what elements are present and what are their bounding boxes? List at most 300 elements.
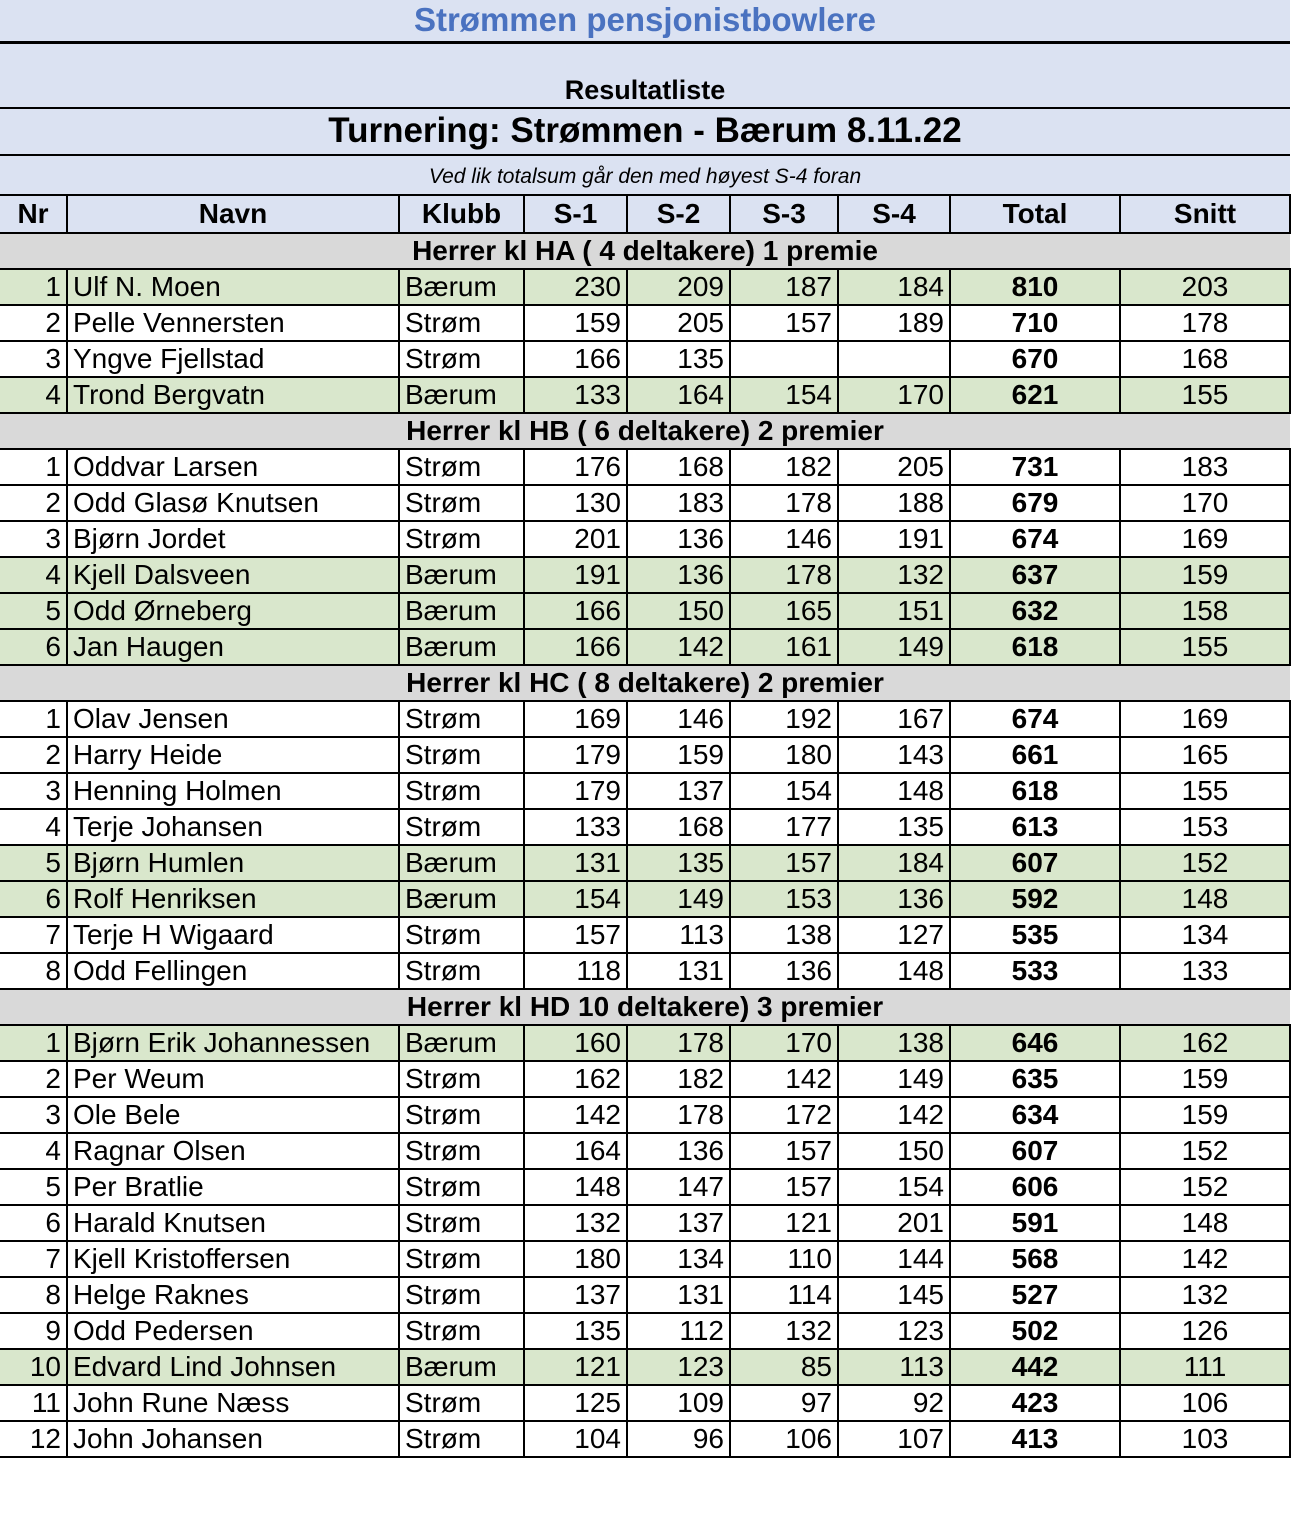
cell-s2: 178 (627, 1025, 730, 1061)
table-row (0, 341, 1290, 377)
group-title: Herrer kl HC ( 8 deltakere) 2 premier (0, 665, 1290, 701)
group-title: Herrer kl HD 10 deltakere) 3 premier (0, 989, 1290, 1025)
cell-total: 533 (950, 953, 1120, 989)
cell-s2: 168 (627, 449, 730, 485)
cell-s1: 169 (524, 701, 627, 737)
cell-navn: Odd Fellingen (67, 953, 399, 989)
table-row (0, 773, 1290, 809)
cell-snitt: 203 (1120, 269, 1290, 305)
cell-s2: 159 (627, 737, 730, 773)
cell-snitt: 148 (1120, 881, 1290, 917)
col-header-navn: Navn (67, 195, 399, 233)
table-row (0, 809, 1290, 845)
cell-s2: 136 (627, 1133, 730, 1169)
cell-navn: Per Weum (67, 1061, 399, 1097)
cell-nr: 5 (0, 1169, 67, 1205)
table-row (0, 1025, 1290, 1061)
col-header-s2: S-2 (627, 195, 730, 233)
cell-klubb: Bærum (399, 881, 524, 917)
cell-s4: 184 (838, 845, 950, 881)
cell-s1: 191 (524, 557, 627, 593)
cell-s3: 157 (730, 305, 838, 341)
cell-snitt: 159 (1120, 557, 1290, 593)
cell-s3: 157 (730, 1169, 838, 1205)
cell-s3: 153 (730, 881, 838, 917)
cell-s4 (838, 341, 950, 377)
cell-s1: 130 (524, 485, 627, 521)
cell-snitt: 183 (1120, 449, 1290, 485)
cell-total: 568 (950, 1241, 1120, 1277)
cell-s4: 154 (838, 1169, 950, 1205)
cell-s3: 157 (730, 845, 838, 881)
cell-s2: 142 (627, 629, 730, 665)
table-row (0, 1241, 1290, 1277)
cell-klubb: Strøm (399, 1241, 524, 1277)
cell-snitt: 152 (1120, 1169, 1290, 1205)
cell-s1: 121 (524, 1349, 627, 1385)
tie-break-note: Ved lik totalsum går den med høyest S-4 foran (0, 156, 1290, 194)
cell-s1: 201 (524, 521, 627, 557)
cell-navn: Ulf N. Moen (67, 269, 399, 305)
cell-nr: 3 (0, 521, 67, 557)
cell-s3: 178 (730, 485, 838, 521)
cell-s1: 133 (524, 809, 627, 845)
cell-nr: 4 (0, 377, 67, 413)
cell-s2: 147 (627, 1169, 730, 1205)
cell-s3: 132 (730, 1313, 838, 1349)
cell-klubb: Strøm (399, 1313, 524, 1349)
cell-snitt: 148 (1120, 1205, 1290, 1241)
cell-snitt: 152 (1120, 845, 1290, 881)
cell-s2: 137 (627, 773, 730, 809)
cell-s1: 176 (524, 449, 627, 485)
cell-total: 591 (950, 1205, 1120, 1241)
cell-navn: Harry Heide (67, 737, 399, 773)
group-title: Herrer kl HA ( 4 deltakere) 1 premie (0, 233, 1290, 269)
cell-s3: 154 (730, 773, 838, 809)
cell-total: 637 (950, 557, 1120, 593)
cell-total: 661 (950, 737, 1120, 773)
cell-total: 710 (950, 305, 1120, 341)
cell-s4: 189 (838, 305, 950, 341)
cell-total: 592 (950, 881, 1120, 917)
cell-s4: 170 (838, 377, 950, 413)
cell-klubb: Strøm (399, 737, 524, 773)
cell-s4: 188 (838, 485, 950, 521)
cell-total: 613 (950, 809, 1120, 845)
cell-s1: 166 (524, 593, 627, 629)
cell-total: 527 (950, 1277, 1120, 1313)
cell-klubb: Bærum (399, 629, 524, 665)
cell-s1: 132 (524, 1205, 627, 1241)
cell-nr: 2 (0, 485, 67, 521)
cell-nr: 6 (0, 881, 67, 917)
cell-s3: 157 (730, 1133, 838, 1169)
cell-navn: Harald Knutsen (67, 1205, 399, 1241)
col-header-klubb: Klubb (399, 195, 524, 233)
results-body (0, 233, 1290, 1457)
cell-s1: 160 (524, 1025, 627, 1061)
cell-snitt: 169 (1120, 521, 1290, 557)
table-row (0, 1061, 1290, 1097)
cell-total: 618 (950, 629, 1120, 665)
cell-nr: 3 (0, 773, 67, 809)
cell-nr: 6 (0, 1205, 67, 1241)
cell-s2: 136 (627, 521, 730, 557)
cell-total: 679 (950, 485, 1120, 521)
cell-klubb: Strøm (399, 521, 524, 557)
cell-s3: 187 (730, 269, 838, 305)
cell-s2: 131 (627, 953, 730, 989)
table-row (0, 1169, 1290, 1205)
cell-s2: 168 (627, 809, 730, 845)
cell-s2: 178 (627, 1097, 730, 1133)
cell-s1: 179 (524, 773, 627, 809)
cell-s4: 143 (838, 737, 950, 773)
table-row (0, 1421, 1290, 1457)
cell-navn: Odd Glasø Knutsen (67, 485, 399, 521)
cell-s1: 166 (524, 341, 627, 377)
cell-snitt: 153 (1120, 809, 1290, 845)
cell-navn: Trond Bergvatn (67, 377, 399, 413)
cell-s3: 121 (730, 1205, 838, 1241)
cell-klubb: Strøm (399, 953, 524, 989)
cell-s2: 136 (627, 557, 730, 593)
cell-s4: 151 (838, 593, 950, 629)
table-row (0, 1097, 1290, 1133)
cell-klubb: Strøm (399, 809, 524, 845)
cell-s4: 149 (838, 629, 950, 665)
cell-klubb: Strøm (399, 1169, 524, 1205)
cell-total: 442 (950, 1349, 1120, 1385)
cell-total: 607 (950, 845, 1120, 881)
cell-s1: 180 (524, 1241, 627, 1277)
cell-s1: 159 (524, 305, 627, 341)
cell-navn: Edvard Lind Johnsen (67, 1349, 399, 1385)
cell-navn: Olav Jensen (67, 701, 399, 737)
cell-nr: 4 (0, 809, 67, 845)
cell-navn: Jan Haugen (67, 629, 399, 665)
cell-s4: 201 (838, 1205, 950, 1241)
cell-s3: 106 (730, 1421, 838, 1457)
cell-nr: 1 (0, 449, 67, 485)
cell-snitt: 152 (1120, 1133, 1290, 1169)
cell-klubb: Bærum (399, 557, 524, 593)
cell-total: 423 (950, 1385, 1120, 1421)
cell-navn: Kjell Dalsveen (67, 557, 399, 593)
cell-navn: Rolf Henriksen (67, 881, 399, 917)
cell-total: 621 (950, 377, 1120, 413)
cell-navn: John Rune Næss (67, 1385, 399, 1421)
group-title: Herrer kl HB ( 6 deltakere) 2 premier (0, 413, 1290, 449)
cell-s2: 137 (627, 1205, 730, 1241)
cell-s4: 145 (838, 1277, 950, 1313)
cell-s3: 114 (730, 1277, 838, 1313)
cell-snitt: 158 (1120, 593, 1290, 629)
cell-s1: 104 (524, 1421, 627, 1457)
table-row (0, 737, 1290, 773)
cell-s4: 148 (838, 953, 950, 989)
cell-s2: 149 (627, 881, 730, 917)
cell-klubb: Strøm (399, 341, 524, 377)
cell-klubb: Strøm (399, 1277, 524, 1313)
table-row (0, 449, 1290, 485)
cell-s2: 134 (627, 1241, 730, 1277)
cell-s4: 167 (838, 701, 950, 737)
cell-navn: Helge Raknes (67, 1277, 399, 1313)
cell-snitt: 134 (1120, 917, 1290, 953)
cell-s3: 138 (730, 917, 838, 953)
cell-klubb: Strøm (399, 1097, 524, 1133)
table-row (0, 1133, 1290, 1169)
cell-total: 502 (950, 1313, 1120, 1349)
cell-s1: 131 (524, 845, 627, 881)
cell-snitt: 106 (1120, 1385, 1290, 1421)
cell-total: 535 (950, 917, 1120, 953)
cell-snitt: 142 (1120, 1241, 1290, 1277)
cell-s1: 157 (524, 917, 627, 953)
cell-s4: 148 (838, 773, 950, 809)
cell-navn: Odd Ørneberg (67, 593, 399, 629)
cell-s4: 184 (838, 269, 950, 305)
cell-klubb: Strøm (399, 773, 524, 809)
cell-s2: 183 (627, 485, 730, 521)
cell-klubb: Strøm (399, 1385, 524, 1421)
cell-nr: 9 (0, 1313, 67, 1349)
cell-s2: 112 (627, 1313, 730, 1349)
col-header-s4: S-4 (838, 195, 950, 233)
cell-navn: Ole Bele (67, 1097, 399, 1133)
cell-nr: 2 (0, 1061, 67, 1097)
cell-s4: 135 (838, 809, 950, 845)
table-row (0, 1349, 1290, 1385)
cell-s4: 144 (838, 1241, 950, 1277)
cell-nr: 4 (0, 1133, 67, 1169)
cell-s4: 205 (838, 449, 950, 485)
table-row (0, 521, 1290, 557)
cell-s3: 154 (730, 377, 838, 413)
table-row (0, 629, 1290, 665)
cell-nr: 1 (0, 1025, 67, 1061)
cell-s1: 162 (524, 1061, 627, 1097)
table-row (0, 881, 1290, 917)
cell-navn: Yngve Fjellstad (67, 341, 399, 377)
table-row (0, 1313, 1290, 1349)
cell-klubb: Strøm (399, 485, 524, 521)
cell-s2: 109 (627, 1385, 730, 1421)
cell-s1: 118 (524, 953, 627, 989)
cell-total: 674 (950, 701, 1120, 737)
cell-nr: 1 (0, 701, 67, 737)
cell-navn: Per Bratlie (67, 1169, 399, 1205)
cell-klubb: Strøm (399, 701, 524, 737)
cell-navn: Ragnar Olsen (67, 1133, 399, 1169)
cell-nr: 4 (0, 557, 67, 593)
cell-nr: 3 (0, 1097, 67, 1133)
cell-s3: 172 (730, 1097, 838, 1133)
cell-s4: 107 (838, 1421, 950, 1457)
cell-s2: 146 (627, 701, 730, 737)
table-row (0, 917, 1290, 953)
cell-klubb: Bærum (399, 269, 524, 305)
cell-s2: 209 (627, 269, 730, 305)
cell-nr: 12 (0, 1421, 67, 1457)
cell-s2: 182 (627, 1061, 730, 1097)
cell-snitt: 155 (1120, 377, 1290, 413)
cell-s4: 123 (838, 1313, 950, 1349)
cell-s3: 182 (730, 449, 838, 485)
cell-s3: 110 (730, 1241, 838, 1277)
cell-total: 810 (950, 269, 1120, 305)
cell-s1: 142 (524, 1097, 627, 1133)
cell-s4: 138 (838, 1025, 950, 1061)
cell-snitt: 159 (1120, 1097, 1290, 1133)
cell-snitt: 111 (1120, 1349, 1290, 1385)
cell-snitt: 165 (1120, 737, 1290, 773)
cell-snitt: 155 (1120, 629, 1290, 665)
table-row (0, 845, 1290, 881)
col-header-s3: S-3 (730, 195, 838, 233)
cell-klubb: Bærum (399, 1349, 524, 1385)
cell-nr: 7 (0, 1241, 67, 1277)
cell-navn: Terje H Wigaard (67, 917, 399, 953)
cell-navn: Pelle Vennersten (67, 305, 399, 341)
cell-snitt: 168 (1120, 341, 1290, 377)
cell-s4: 127 (838, 917, 950, 953)
col-header-total: Total (950, 195, 1120, 233)
table-row (0, 701, 1290, 737)
cell-nr: 8 (0, 1277, 67, 1313)
cell-snitt: 170 (1120, 485, 1290, 521)
club-title: Strømmen pensjonistbowlere (0, 0, 1290, 44)
cell-s1: 154 (524, 881, 627, 917)
group-header-row (0, 233, 1290, 269)
cell-s3: 165 (730, 593, 838, 629)
cell-total: 618 (950, 773, 1120, 809)
cell-klubb: Strøm (399, 1421, 524, 1457)
cell-s4: 142 (838, 1097, 950, 1133)
cell-nr: 11 (0, 1385, 67, 1421)
list-title: Resultatliste (0, 44, 1290, 109)
cell-nr: 1 (0, 269, 67, 305)
table-row (0, 485, 1290, 521)
cell-klubb: Bærum (399, 377, 524, 413)
table-row (0, 377, 1290, 413)
cell-s4: 136 (838, 881, 950, 917)
col-header-snitt: Snitt (1120, 195, 1290, 233)
tournament-title: Turnering: Strømmen - Bærum 8.11.22 (0, 109, 1290, 156)
cell-s2: 150 (627, 593, 730, 629)
cell-snitt: 133 (1120, 953, 1290, 989)
cell-nr: 2 (0, 305, 67, 341)
cell-s1: 125 (524, 1385, 627, 1421)
table-row (0, 1385, 1290, 1421)
group-header-row (0, 413, 1290, 449)
cell-s2: 135 (627, 341, 730, 377)
cell-total: 731 (950, 449, 1120, 485)
cell-s3: 161 (730, 629, 838, 665)
cell-navn: Odd Pedersen (67, 1313, 399, 1349)
cell-nr: 7 (0, 917, 67, 953)
cell-total: 634 (950, 1097, 1120, 1133)
cell-total: 607 (950, 1133, 1120, 1169)
cell-snitt: 132 (1120, 1277, 1290, 1313)
cell-total: 670 (950, 341, 1120, 377)
cell-s3: 170 (730, 1025, 838, 1061)
cell-s4: 150 (838, 1133, 950, 1169)
cell-s2: 123 (627, 1349, 730, 1385)
cell-snitt: 155 (1120, 773, 1290, 809)
cell-s2: 164 (627, 377, 730, 413)
cell-klubb: Strøm (399, 1133, 524, 1169)
cell-total: 635 (950, 1061, 1120, 1097)
cell-s3: 177 (730, 809, 838, 845)
cell-s4: 113 (838, 1349, 950, 1385)
cell-nr: 5 (0, 845, 67, 881)
cell-klubb: Strøm (399, 305, 524, 341)
cell-klubb: Strøm (399, 917, 524, 953)
cell-navn: Terje Johansen (67, 809, 399, 845)
cell-navn: Oddvar Larsen (67, 449, 399, 485)
cell-total: 632 (950, 593, 1120, 629)
cell-s2: 205 (627, 305, 730, 341)
column-header-row (0, 195, 1290, 233)
cell-s3: 142 (730, 1061, 838, 1097)
cell-nr: 2 (0, 737, 67, 773)
cell-snitt: 126 (1120, 1313, 1290, 1349)
cell-klubb: Bærum (399, 593, 524, 629)
cell-s3: 97 (730, 1385, 838, 1421)
cell-navn: Bjørn Jordet (67, 521, 399, 557)
cell-s1: 133 (524, 377, 627, 413)
group-header-row (0, 665, 1290, 701)
cell-klubb: Bærum (399, 1025, 524, 1061)
table-row (0, 269, 1290, 305)
cell-s2: 135 (627, 845, 730, 881)
cell-s3: 178 (730, 557, 838, 593)
cell-navn: Henning Holmen (67, 773, 399, 809)
cell-nr: 6 (0, 629, 67, 665)
cell-s3: 180 (730, 737, 838, 773)
cell-s1: 137 (524, 1277, 627, 1313)
cell-klubb: Strøm (399, 1061, 524, 1097)
cell-s2: 113 (627, 917, 730, 953)
cell-s1: 148 (524, 1169, 627, 1205)
cell-nr: 3 (0, 341, 67, 377)
table-row (0, 1205, 1290, 1241)
cell-navn: Kjell Kristoffersen (67, 1241, 399, 1277)
cell-s1: 230 (524, 269, 627, 305)
cell-s3: 146 (730, 521, 838, 557)
table-row (0, 1277, 1290, 1313)
cell-klubb: Bærum (399, 845, 524, 881)
cell-snitt: 178 (1120, 305, 1290, 341)
cell-s2: 96 (627, 1421, 730, 1457)
cell-navn: Bjørn Erik Johannessen (67, 1025, 399, 1061)
cell-snitt: 103 (1120, 1421, 1290, 1457)
cell-total: 413 (950, 1421, 1120, 1457)
cell-s3: 136 (730, 953, 838, 989)
table-row (0, 593, 1290, 629)
cell-s1: 179 (524, 737, 627, 773)
col-header-nr: Nr (0, 195, 67, 233)
cell-nr: 8 (0, 953, 67, 989)
cell-s4: 132 (838, 557, 950, 593)
group-header-row (0, 989, 1290, 1025)
cell-s2: 131 (627, 1277, 730, 1313)
table-row (0, 557, 1290, 593)
cell-s4: 191 (838, 521, 950, 557)
